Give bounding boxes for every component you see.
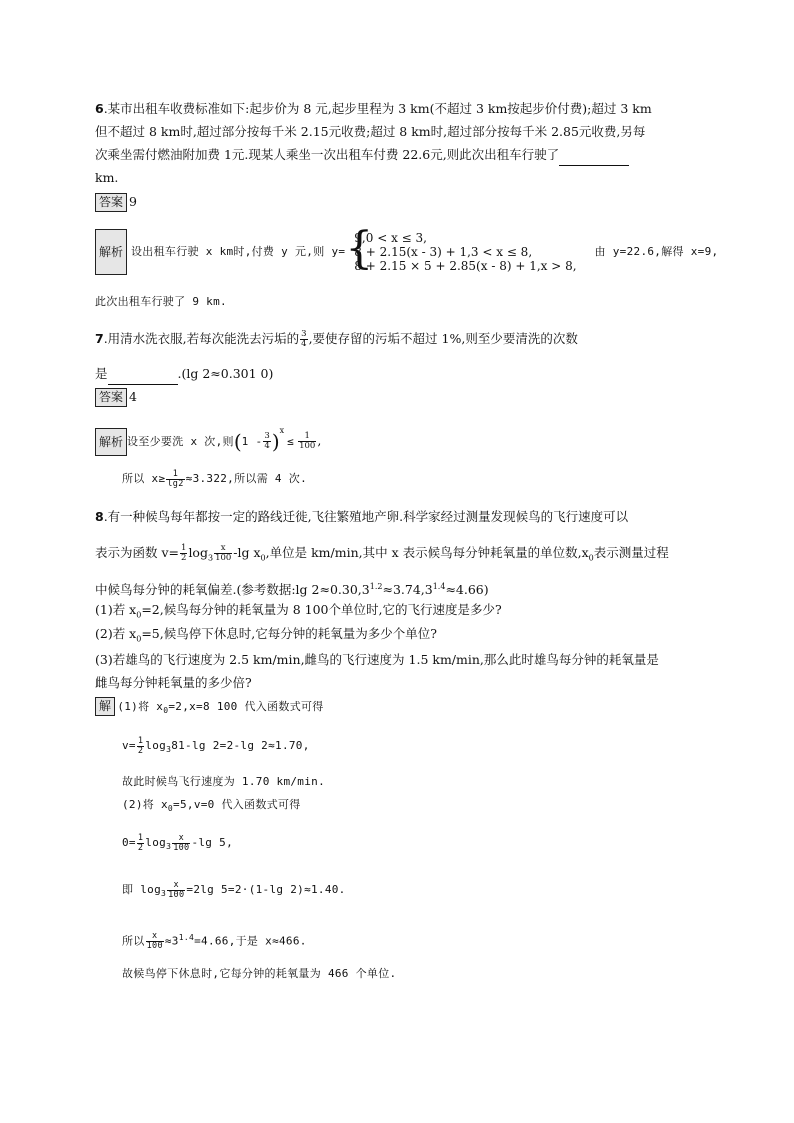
q7-text-post: ,要使存留的污垢不超过 1%,则至少要清洗的次数	[308, 331, 578, 346]
q8-solution-line-2	[122, 733, 732, 763]
q8-solution-line-5	[122, 830, 732, 860]
q8-p3-b: 雌鸟每分钟耗氧量的多少倍?	[95, 675, 252, 690]
q8-s5-xd: 100	[173, 842, 190, 853]
q8-s6-base: 3	[161, 889, 167, 899]
q6-case-3: 8 + 2.15 × 5 + 2.85(x - 8) + 1,x > 8,	[354, 258, 577, 273]
q7-answer-value: 4	[129, 389, 137, 404]
left-brace-icon: {	[345, 222, 374, 274]
right-paren-icon: )	[271, 429, 280, 454]
q8-s5-log: log	[145, 836, 167, 849]
q6-answer-value: 9	[129, 194, 137, 209]
q8-l2-c-sub: 0	[260, 553, 266, 563]
q8-l3-sup-2: 1.4	[432, 582, 446, 591]
q8-solution-line-3: 故此时候鸟飞行速度为 1.70 km/min.	[122, 775, 325, 788]
q6-solution	[95, 222, 719, 275]
q7-rhs-den: 100	[299, 441, 316, 451]
q7-line-2	[95, 362, 705, 385]
q7-line2-post: .(lg 2≈0.301 0)	[177, 366, 274, 381]
jie-tag: 解	[95, 697, 115, 716]
q6-line-3	[95, 143, 705, 166]
q8-s1-sub: 0	[163, 706, 169, 716]
q7-text-pre: .用清水洗衣服,若每次能洗去污垢的	[103, 331, 300, 346]
q6-text-1: .某市出租车收费标准如下:起步价为 8 元,起步里程为 3 km(不超过 3 km按起步价付费);超过 3 km	[103, 101, 652, 116]
q8-s4-a: (2)将 x	[122, 798, 168, 811]
q8-s2-log: log	[145, 739, 167, 752]
answer-tag: 答案	[95, 193, 127, 212]
q7-frac-den: 4	[301, 339, 307, 349]
q8-l2-c: -lg x	[233, 545, 261, 560]
q7-answer	[95, 387, 705, 407]
q8-s5-half	[137, 834, 144, 853]
answer-tag: 答案	[95, 388, 127, 407]
q8-solution-line-7	[122, 925, 732, 955]
q7-number: 7	[95, 331, 104, 346]
q8-s7-x-over-100	[146, 932, 164, 951]
q8-l2-d-sub: 0	[588, 553, 594, 563]
q8-s2-a: v=	[122, 739, 136, 752]
q8-s5-c: -lg 5,	[191, 836, 233, 849]
q8-x-den: 100	[215, 553, 232, 563]
q6-line-4: km.	[95, 170, 119, 185]
q7-comma: ,	[317, 433, 322, 448]
q8-s7-b: ≈3	[164, 934, 179, 948]
q7-l2-post: ≈3.322,所以需 4 次.	[185, 472, 307, 485]
q7-line2-pre: 是	[95, 366, 108, 381]
q8-p1-b: =2,候鸟每分钟的耗氧量为 8 100个单位时,它的飞行速度是多少?	[141, 602, 502, 617]
jiexi-tag: 解析	[95, 229, 127, 275]
q8-s1-a: (1)将 x	[117, 700, 164, 713]
q8-s5-a: 0=	[122, 836, 136, 849]
q7-exponent: x	[279, 426, 285, 435]
q6-solution-pre: 设出租车行驶 x km时,付费 y 元,则 y=	[131, 245, 346, 258]
q8-x-over-100	[214, 544, 232, 563]
q8-part-3	[95, 648, 705, 694]
q7-fraction	[300, 330, 307, 349]
q8-p2-b: =5,候鸟停下休息时,它每分钟的耗氧量为多少个单位?	[141, 626, 437, 641]
question-7	[95, 326, 705, 352]
q8-s6-a: 即 log	[122, 883, 161, 896]
q7-frac-num: 3	[301, 329, 307, 339]
q7-inner-num: 3	[264, 431, 270, 441]
q8-s5-base: 3	[166, 842, 172, 852]
q7-l2-num: 1	[166, 470, 184, 480]
q8-p2-a: (2)若 x	[95, 626, 137, 641]
q8-s6-xd: 100	[168, 889, 185, 900]
q8-solution-line-4	[122, 793, 732, 820]
q8-part-2	[95, 622, 705, 651]
q8-s6-x-over-100	[167, 881, 185, 900]
q8-x-num: x	[214, 544, 232, 554]
q6-number: 6	[95, 101, 104, 116]
q8-p2-sub: 0	[136, 634, 142, 644]
q8-p3-a: (3)若雄鸟的飞行速度为 2.5 km/min,雌鸟的飞行速度为 1.5 km/min,那么此时雄鸟每分钟的耗氧量是	[95, 652, 659, 667]
q7-l2-fraction	[166, 470, 184, 489]
q8-s4-sub: 0	[167, 804, 174, 814]
q7-inner-den: 4	[264, 441, 270, 451]
q6-text-3: 次乘坐需付燃油附加费 1元.现某人乘坐一次出租车付费 22.6元,则此次出租车行驶了	[95, 147, 560, 162]
q7-solution	[95, 415, 705, 458]
q8-number: 8	[95, 509, 104, 524]
q8-text-1: .有一种候鸟每年都按一定的路线迁徙,飞往繁殖地产卵.科学家经过测量发现候鸟的飞行速度可以	[103, 509, 629, 524]
q8-half-den: 2	[181, 553, 187, 563]
q6-answer-blank	[559, 151, 629, 166]
q8-s1-b: =2,x=8 100 代入函数式可得	[168, 700, 324, 713]
q6-solution-line-2: 此次出租车行驶了 9 km.	[95, 295, 227, 308]
q8-solution-line-1	[95, 697, 705, 721]
q8-solution-line-6	[122, 877, 732, 907]
q8-s6-xn: x	[167, 881, 185, 891]
question-6	[95, 97, 705, 189]
q8-l2-a: 表示为函数 v=	[95, 545, 180, 560]
q8-s2-c: 81-lg 2=2-lg 2≈1.70,	[171, 739, 310, 752]
q8-l2-e: 表示测量过程	[593, 545, 669, 560]
q8-log-base: 3	[207, 553, 214, 563]
q8-s2-num: 1	[137, 735, 144, 746]
q8-s7-xd: 100	[146, 941, 163, 952]
q8-l3-a: 中候鸟每分钟的耗氧偏差.(参考数据:lg 2≈0.30,3	[95, 582, 370, 598]
q7-l2-pre: 所以 x≥	[122, 472, 166, 485]
q6-case-1: 9,0 < x ≤ 3,	[354, 230, 427, 245]
q8-s5-xn: x	[172, 834, 190, 844]
q8-s7-sup: 1.4	[178, 933, 195, 942]
q8-p1-sub: 0	[136, 610, 142, 620]
q8-l3-b: ≈3.74,3	[382, 582, 433, 598]
q8-s4-b: =5,v=0 代入函数式可得	[173, 798, 301, 811]
q8-half-num: 1	[181, 543, 187, 553]
q8-s2-half	[137, 737, 144, 756]
q7-solution-pre: 设至少要洗 x 次,则	[127, 435, 234, 448]
q7-leq: ≤	[287, 435, 295, 448]
q8-l2-d: ,单位是 km/min,其中 x 表示候鸟每分钟耗氧量的单位数,x	[265, 545, 589, 560]
left-paren-icon: (	[233, 429, 242, 454]
q8-s6-b: =2lg 5=2·(1-lg 2)≈1.40.	[186, 883, 346, 896]
q8-s5-num: 1	[137, 832, 144, 843]
q7-l2-den: lg2	[167, 478, 184, 489]
q8-s2-base: 3	[166, 745, 172, 755]
q7-answer-blank	[108, 370, 178, 385]
q8-s7-a: 所以	[122, 934, 145, 948]
q6-piecewise	[345, 222, 577, 274]
question-8-line-2	[95, 540, 705, 572]
q8-s7-xn: x	[146, 932, 164, 942]
q6-line-2: 但不超过 8 km时,超过部分按每千米 2.15元收费;超过 8 km时,超过部分按每千米 2.85元收费,另每	[95, 124, 646, 139]
q8-s2-den: 2	[137, 745, 144, 756]
q8-l3-c: ≈4.66)	[445, 582, 489, 598]
question-8-line-1	[95, 505, 705, 528]
q7-inner-fraction	[263, 432, 270, 451]
q8-log: log	[188, 545, 208, 560]
q8-s5-den: 2	[137, 842, 144, 853]
q8-s5-x-over-100	[172, 834, 190, 853]
q6-case-2: 8 + 2.15(x - 3) + 1,3 < x ≤ 8,	[354, 244, 533, 259]
jiexi-tag: 解析	[95, 428, 127, 456]
q7-rhs-num: 1	[298, 432, 316, 442]
q6-line-1	[95, 97, 705, 120]
q8-half	[180, 544, 187, 563]
q8-p1-a: (1)若 x	[95, 602, 137, 617]
q8-l3-sup-1: 1.2	[369, 582, 383, 591]
q8-s7-c: =4.66,于是 x≈466.	[194, 934, 307, 948]
q6-solution-post: 由 y=22.6,解得 x=9,	[594, 245, 719, 258]
q7-solution-line-2	[122, 466, 732, 492]
q6-answer	[95, 192, 705, 212]
q7-one-minus: 1 -	[241, 435, 263, 448]
q8-solution-line-8: 故候鸟停下休息时,它每分钟的耗氧量为 466 个单位.	[122, 967, 397, 980]
q7-rhs-fraction	[298, 432, 316, 451]
